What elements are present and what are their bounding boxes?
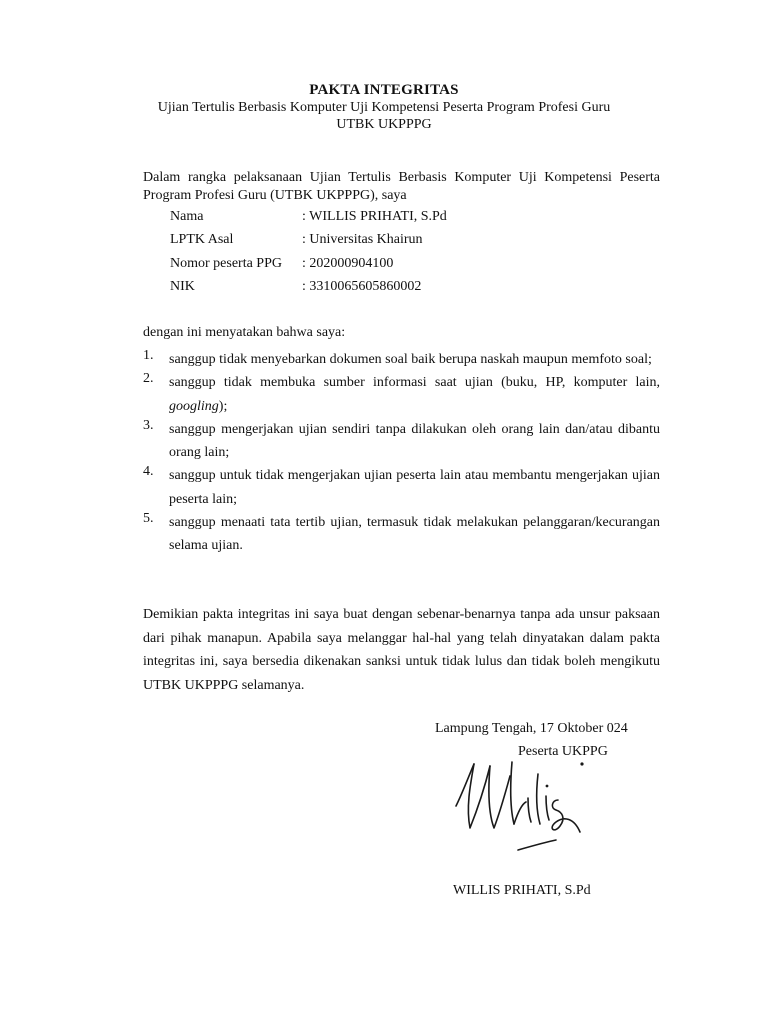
- list-text-italic: googling: [169, 398, 219, 414]
- list-number: 1.: [143, 348, 154, 363]
- closing-paragraph: Demikian pakta integritas ini saya buat dengan sebenar-benarnya tanpa ada unsur paksaan dari pihak manapun. Apabila saya melanggar hal-hal yang telah dinyatakan dalam pakta integritas ini, saya bersedia dikenakan sanksi untuk tidak lulus dan tidak boleh mengikutu UTBK UKPPPG selamanya.: [143, 607, 660, 693]
- identity-label: LPTK Asal: [170, 232, 234, 247]
- list-item: [143, 348, 660, 371]
- list-number: 2.: [143, 371, 154, 387]
- list-text: sanggup tidak membuka sumber informasi saat ujian (buku, HP, komputer lain,: [169, 375, 660, 391]
- list-item: [143, 464, 660, 511]
- identity-value: : 202000904100: [302, 256, 394, 271]
- list-number: 4.: [143, 464, 154, 480]
- statement-list: [143, 348, 660, 558]
- place-date: Lampung Tengah, 17 Oktober 024: [435, 721, 628, 736]
- identity-label: NIK: [170, 279, 195, 294]
- intro-paragraph: Dalam rangka pelaksanaan Ujian Tertulis Berbasis Komputer Uji Kompetensi Peserta Program Profesi Guru (UTBK UKPPPG), saya: [143, 170, 660, 203]
- list-item: [143, 418, 660, 465]
- list-text: sanggup mengerjakan ujian sendiri tanpa dilakukan oleh orang lain dan/atau dibantu orang lain;: [169, 421, 660, 461]
- identity-label: Nomor peserta PPG: [170, 256, 282, 271]
- identity-value: : WILLIS PRIHATI, S.Pd: [302, 209, 447, 224]
- list-text: sanggup menaati tata tertib ujian, termasuk tidak melakukan pelanggaran/kecurangan selama ujian.: [169, 515, 660, 554]
- list-number: 5.: [143, 511, 154, 527]
- list-item: [143, 371, 660, 418]
- signature-image: [448, 756, 598, 856]
- list-number: 3.: [143, 417, 154, 433]
- list-item: [143, 511, 660, 558]
- declaration-intro: dengan ini menyatakan bahwa saya:: [143, 325, 346, 340]
- list-text-wrapper: [169, 371, 660, 418]
- document-subtitle-abbrev: UTBK UKPPPG: [336, 117, 432, 132]
- identity-value: : 3310065605860002: [302, 279, 422, 294]
- list-text: sanggup untuk tidak mengerjakan ujian peserta lain atau membantu mengerjakan ujian peserta lain;: [169, 468, 660, 507]
- document-title: PAKTA INTEGRITAS: [309, 82, 459, 98]
- identity-label: Nama: [170, 209, 204, 224]
- list-text-suffix: );: [218, 398, 228, 414]
- identity-value: : Universitas Khairun: [302, 232, 423, 247]
- signer-role: Peserta UKPPG: [518, 744, 608, 759]
- list-text: sanggup tidak menyebarkan dokumen soal baik berupa naskah maupun memfoto soal;: [169, 352, 652, 367]
- document-subtitle: Ujian Tertulis Berbasis Komputer Uji Kompetensi Peserta Program Profesi Guru: [157, 100, 611, 115]
- signer-name: WILLIS PRIHATI, S.Pd: [453, 883, 591, 898]
